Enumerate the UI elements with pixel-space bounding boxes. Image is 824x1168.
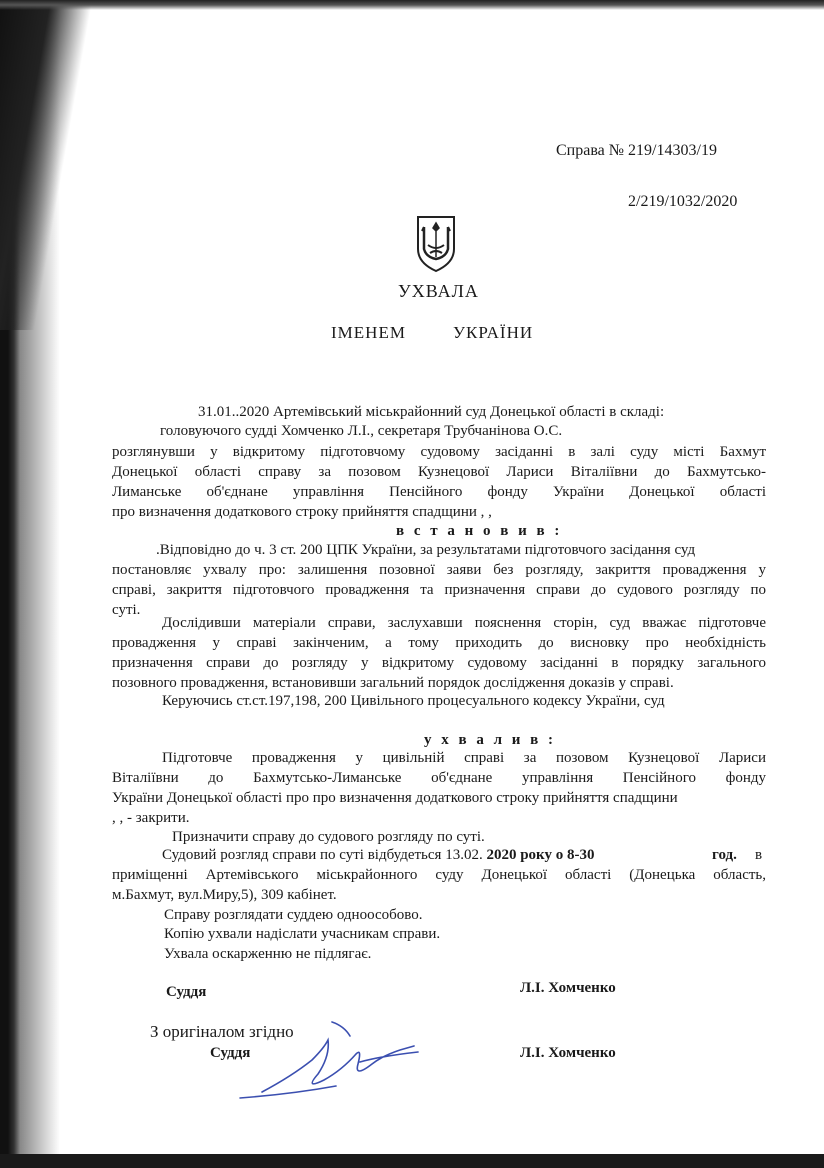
proceeding-number: 2/219/1032/2020 (628, 193, 738, 210)
resolved-r5: Копію ухвали надіслати учасникам справи. (164, 926, 441, 942)
resolved-r1-line-2: Віталіївни до Бахмутсько-Лиманське об'єднане управління Пенсійного фонду (112, 770, 766, 786)
established-p1-line-2: постановляє ухвалу про: залишення позовної заяви без розгляду, закриття провадження у (112, 562, 766, 578)
intro-line-2: головуючого судді Хомченко Л.І., секретаря Трубчанінова О.С. (160, 423, 563, 439)
resolved-r1-line-3: України Донецької області про про визначення додаткового строку прийняття спадщини (112, 790, 678, 806)
title-name-of: ІМЕНЕМ (331, 323, 406, 342)
established-heading: в с т а н о в и в : (396, 523, 563, 539)
copy-note: З оригіналом згідно (150, 1022, 294, 1041)
handwritten-signature-icon (232, 1020, 432, 1100)
hearing-date-text: Судовий розгляд справи по суті відбудеться 13.02. (162, 847, 483, 863)
trident-emblem-icon (414, 215, 458, 273)
resolved-r3-line-1 (162, 845, 594, 865)
judge-name-2: Л.І. Хомченко (520, 1045, 616, 1061)
title-ukraine: УКРАЇНИ (453, 323, 534, 342)
intro-line-6: про визначення додаткового строку прийняття спадщини , , (112, 504, 492, 520)
judge-name: Л.І. Хомченко (520, 980, 616, 996)
resolved-r2: Призначити справу до судового розгляду по суті. (172, 829, 485, 845)
established-p2-line-2: провадження у справі закінченим, а тому приходить до висновку про необхідність (112, 635, 766, 651)
established-p2-line-4: позовного провадження, встановивши загальний порядок дослідження доказів у справі. (112, 675, 674, 691)
established-p1-line-4: суті. (112, 602, 141, 618)
resolved-r6: Ухвала оскарженню не підлягає. (164, 946, 372, 962)
established-p3-line-1: Керуючись ст.ст.197,198, 200 Цивільного процесуального кодексу України, суд (162, 693, 665, 709)
hearing-datetime: 2020 року о 8-30 (486, 847, 595, 863)
resolved-heading: у х в а л и в : (424, 732, 557, 748)
hearing-hour-label: год. (712, 847, 737, 863)
resolved-r1-line-4: , , - закрити. (112, 810, 190, 826)
resolved-r1-line-1: Підготовче провадження у цивільній справі за позовом Кузнецової Лариси (162, 750, 766, 766)
judge-label-2: Суддя (210, 1045, 251, 1061)
hearing-in: в (755, 847, 763, 863)
established-p2-line-3: призначення справи до розгляду у відкритому судовому засіданні в порядку загального (112, 655, 766, 671)
scan-edge-top (0, 0, 824, 10)
resolved-r3-line-3: м.Бахмут, вул.Миру,5), 309 кабінет. (112, 887, 337, 903)
intro-line-3: розглянувши у відкритому підготовчому судовому засіданні в залі суду місті Бахмут (112, 444, 766, 460)
resolved-r4: Справу розглядати суддею одноособово. (164, 907, 423, 923)
resolved-r3-line-2: приміщенні Артемівського міськрайонного суду Донецької області (Донецька область, (112, 867, 766, 883)
judge-label: Суддя (166, 984, 207, 1000)
scan-shadow (0, 0, 110, 330)
intro-line-5: Лиманське об'єднане управління Пенсійного фонду України Донецької області (112, 484, 766, 500)
case-number: Справа № 219/14303/19 (556, 142, 717, 159)
intro-line-4: Донецької області справу за позовом Кузнецової Лариси Віталіївни до Бахмутсько- (112, 464, 766, 480)
established-p1-line-1: .Відповідно до ч. 3 ст. 200 ЦПК України, за результатами підготовчого засідання суд (156, 542, 696, 558)
established-p2-line-1: Дослідивши матеріали справи, заслухавши пояснення сторін, суд вважає підготовче (162, 615, 766, 631)
document-title: УХВАЛА (398, 281, 479, 301)
scan-edge-bottom (0, 1154, 824, 1168)
intro-line-1: 31.01..2020 Артемівський міськрайонний суд Донецької області в складі: (198, 404, 665, 420)
established-p1-line-3: справі, закриття підготовчого провадження та призначення справи до судового розгляду по (112, 582, 766, 598)
